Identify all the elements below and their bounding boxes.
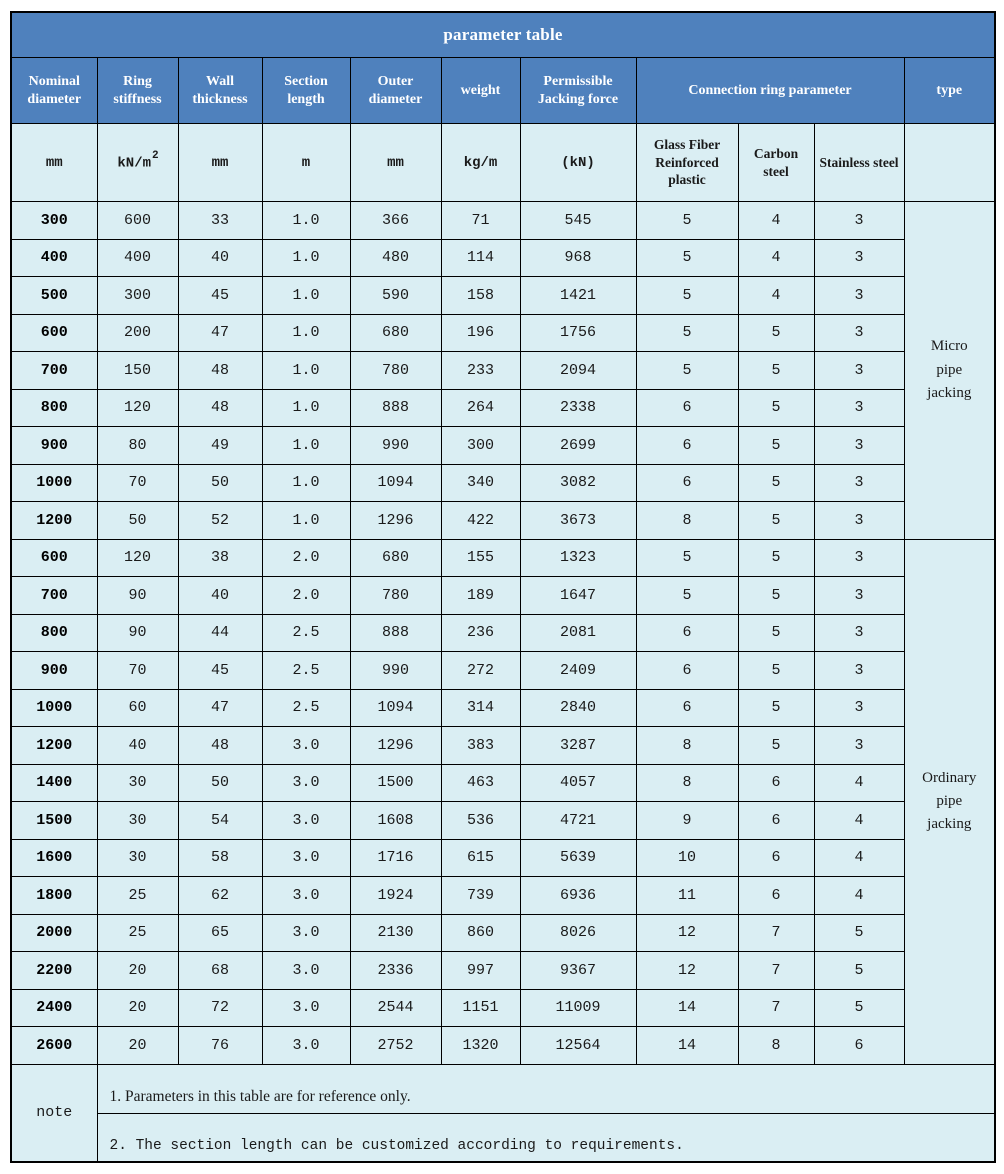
header-section-length: Section length: [262, 58, 350, 124]
cell-stainless_steel: 4: [814, 877, 904, 915]
cell-carbon_steel: 5: [738, 577, 814, 615]
cell-wall_thickness: 44: [178, 614, 262, 652]
cell-jacking_force: 1756: [520, 314, 636, 352]
cell-weight: 860: [441, 914, 520, 952]
cell-carbon_steel: 7: [738, 989, 814, 1027]
unit-ring-stiffness: $kN/m^2$: [97, 124, 178, 202]
cell-outer_diameter: 780: [350, 352, 441, 390]
cell-nominal_diameter: 1000: [11, 464, 97, 502]
header-jacking-force: Permissible Jacking force: [520, 58, 636, 124]
cell-carbon_steel: 7: [738, 952, 814, 990]
table-row: [11, 539, 995, 577]
cell-carbon_steel: 6: [738, 877, 814, 915]
cell-ring_stiffness: 20: [97, 989, 178, 1027]
cell-carbon_steel: 6: [738, 839, 814, 877]
table-row: [11, 389, 995, 427]
cell-weight: 236: [441, 614, 520, 652]
cell-outer_diameter: 780: [350, 577, 441, 615]
cell-weight: 300: [441, 427, 520, 465]
cell-stainless_steel: 4: [814, 802, 904, 840]
cell-section_length: 2.5: [262, 652, 350, 690]
cell-weight: 340: [441, 464, 520, 502]
unit-section-length: m: [262, 124, 350, 202]
unit-wall-thickness: mm: [178, 124, 262, 202]
cell-outer_diameter: 1296: [350, 502, 441, 540]
cell-gfrp: 6: [636, 389, 738, 427]
cell-section_length: 1.0: [262, 464, 350, 502]
cell-outer_diameter: 1608: [350, 802, 441, 840]
unit-nominal-diameter: mm: [11, 124, 97, 202]
table-row: [11, 652, 995, 690]
cell-gfrp: 6: [636, 464, 738, 502]
cell-jacking_force: 3673: [520, 502, 636, 540]
cell-gfrp: 5: [636, 277, 738, 315]
cell-section_length: 3.0: [262, 952, 350, 990]
cell-stainless_steel: 6: [814, 1027, 904, 1065]
cell-section_length: 1.0: [262, 427, 350, 465]
cell-gfrp: 14: [636, 989, 738, 1027]
cell-jacking_force: 968: [520, 239, 636, 277]
cell-outer_diameter: 888: [350, 389, 441, 427]
cell-nominal_diameter: 700: [11, 352, 97, 390]
cell-gfrp: 8: [636, 727, 738, 765]
cell-outer_diameter: 1296: [350, 727, 441, 765]
cell-nominal_diameter: 2200: [11, 952, 97, 990]
cell-section_length: 3.0: [262, 802, 350, 840]
cell-ring_stiffness: 200: [97, 314, 178, 352]
cell-section_length: 2.0: [262, 539, 350, 577]
cell-carbon_steel: 5: [738, 614, 814, 652]
table-row: [11, 277, 995, 315]
cell-wall_thickness: 48: [178, 389, 262, 427]
table-row: [11, 802, 995, 840]
cell-stainless_steel: 5: [814, 952, 904, 990]
cell-gfrp: 6: [636, 652, 738, 690]
cell-section_length: 1.0: [262, 502, 350, 540]
cell-weight: 997: [441, 952, 520, 990]
cell-outer_diameter: 590: [350, 277, 441, 315]
cell-nominal_diameter: 2400: [11, 989, 97, 1027]
cell-stainless_steel: 4: [814, 839, 904, 877]
note-line-2: 2. The section length can be customized according to requirements.: [97, 1113, 995, 1162]
unit-jacking-force: (kN): [520, 124, 636, 202]
cell-gfrp: 5: [636, 577, 738, 615]
cell-stainless_steel: 3: [814, 389, 904, 427]
cell-wall_thickness: 47: [178, 314, 262, 352]
cell-wall_thickness: 52: [178, 502, 262, 540]
cell-gfrp: 5: [636, 239, 738, 277]
cell-outer_diameter: 990: [350, 652, 441, 690]
units-row: [11, 124, 995, 202]
cell-carbon_steel: 4: [738, 239, 814, 277]
note-row-1: [11, 1064, 995, 1113]
cell-stainless_steel: 3: [814, 202, 904, 240]
cell-jacking_force: 1647: [520, 577, 636, 615]
cell-section_length: 1.0: [262, 277, 350, 315]
cell-ring_stiffness: 60: [97, 689, 178, 727]
cell-weight: 383: [441, 727, 520, 765]
cell-wall_thickness: 68: [178, 952, 262, 990]
cell-ring_stiffness: 30: [97, 802, 178, 840]
cell-wall_thickness: 50: [178, 464, 262, 502]
cell-jacking_force: 4721: [520, 802, 636, 840]
cell-gfrp: 5: [636, 539, 738, 577]
cell-ring_stiffness: 90: [97, 614, 178, 652]
cell-ring_stiffness: 40: [97, 727, 178, 765]
cell-gfrp: 5: [636, 314, 738, 352]
cell-section_length: 1.0: [262, 314, 350, 352]
superscript-2: 2: [152, 150, 159, 163]
table-row: [11, 577, 995, 615]
cell-ring_stiffness: 25: [97, 877, 178, 915]
cell-weight: 233: [441, 352, 520, 390]
cell-ring_stiffness: 400: [97, 239, 178, 277]
cell-wall_thickness: 72: [178, 989, 262, 1027]
cell-carbon_steel: 4: [738, 202, 814, 240]
cell-jacking_force: 2699: [520, 427, 636, 465]
cell-carbon_steel: 5: [738, 314, 814, 352]
cell-weight: 264: [441, 389, 520, 427]
cell-section_length: 3.0: [262, 914, 350, 952]
cell-outer_diameter: 888: [350, 614, 441, 652]
cell-wall_thickness: 50: [178, 764, 262, 802]
subheader-gfrp: Glass Fiber Reinforced plastic: [636, 124, 738, 202]
cell-section_length: 3.0: [262, 989, 350, 1027]
header-wall-thickness: Wall thickness: [178, 58, 262, 124]
cell-jacking_force: 6936: [520, 877, 636, 915]
cell-wall_thickness: 33: [178, 202, 262, 240]
type-group-label: Micro pipe jacking: [904, 202, 995, 540]
cell-carbon_steel: 7: [738, 914, 814, 952]
cell-stainless_steel: 3: [814, 314, 904, 352]
cell-stainless_steel: 3: [814, 277, 904, 315]
cell-nominal_diameter: 2000: [11, 914, 97, 952]
unit-outer-diameter: mm: [350, 124, 441, 202]
cell-nominal_diameter: 800: [11, 614, 97, 652]
header-nominal-diameter: Nominal diameter: [11, 58, 97, 124]
cell-carbon_steel: 5: [738, 352, 814, 390]
cell-weight: 615: [441, 839, 520, 877]
cell-gfrp: 10: [636, 839, 738, 877]
cell-jacking_force: 2840: [520, 689, 636, 727]
cell-wall_thickness: 47: [178, 689, 262, 727]
cell-ring_stiffness: 70: [97, 652, 178, 690]
cell-ring_stiffness: 25: [97, 914, 178, 952]
cell-nominal_diameter: 1000: [11, 689, 97, 727]
cell-jacking_force: 5639: [520, 839, 636, 877]
cell-stainless_steel: 5: [814, 914, 904, 952]
cell-stainless_steel: 3: [814, 689, 904, 727]
cell-stainless_steel: 4: [814, 764, 904, 802]
cell-ring_stiffness: 80: [97, 427, 178, 465]
cell-ring_stiffness: 90: [97, 577, 178, 615]
cell-nominal_diameter: 600: [11, 314, 97, 352]
cell-weight: 196: [441, 314, 520, 352]
cell-section_length: 2.5: [262, 614, 350, 652]
cell-ring_stiffness: 600: [97, 202, 178, 240]
cell-gfrp: 8: [636, 764, 738, 802]
cell-wall_thickness: 40: [178, 577, 262, 615]
cell-ring_stiffness: 120: [97, 539, 178, 577]
cell-nominal_diameter: 900: [11, 427, 97, 465]
header-type: type: [904, 58, 995, 124]
cell-gfrp: 14: [636, 1027, 738, 1065]
cell-outer_diameter: 680: [350, 539, 441, 577]
cell-gfrp: 6: [636, 689, 738, 727]
cell-nominal_diameter: 1200: [11, 502, 97, 540]
table-row: [11, 839, 995, 877]
cell-ring_stiffness: 120: [97, 389, 178, 427]
cell-weight: 155: [441, 539, 520, 577]
cell-stainless_steel: 3: [814, 539, 904, 577]
cell-nominal_diameter: 1500: [11, 802, 97, 840]
cell-carbon_steel: 5: [738, 689, 814, 727]
cell-nominal_diameter: 1200: [11, 727, 97, 765]
table-row: [11, 952, 995, 990]
cell-outer_diameter: 2336: [350, 952, 441, 990]
cell-gfrp: 8: [636, 502, 738, 540]
table-row: [11, 202, 995, 240]
table-body: [11, 202, 995, 1065]
cell-stainless_steel: 3: [814, 464, 904, 502]
cell-nominal_diameter: 400: [11, 239, 97, 277]
cell-outer_diameter: 2544: [350, 989, 441, 1027]
cell-weight: 463: [441, 764, 520, 802]
cell-ring_stiffness: 30: [97, 839, 178, 877]
cell-jacking_force: 11009: [520, 989, 636, 1027]
cell-section_length: 1.0: [262, 202, 350, 240]
cell-section_length: 1.0: [262, 239, 350, 277]
cell-nominal_diameter: 2600: [11, 1027, 97, 1065]
cell-jacking_force: 545: [520, 202, 636, 240]
cell-nominal_diameter: 1600: [11, 839, 97, 877]
table-row: [11, 427, 995, 465]
cell-jacking_force: 4057: [520, 764, 636, 802]
cell-section_length: 3.0: [262, 727, 350, 765]
type-units-empty-cell: [904, 124, 995, 202]
cell-weight: 422: [441, 502, 520, 540]
cell-nominal_diameter: 300: [11, 202, 97, 240]
table-title: parameter table: [11, 12, 995, 58]
cell-gfrp: 5: [636, 202, 738, 240]
cell-wall_thickness: 65: [178, 914, 262, 952]
cell-gfrp: 6: [636, 427, 738, 465]
cell-wall_thickness: 45: [178, 652, 262, 690]
cell-outer_diameter: 480: [350, 239, 441, 277]
cell-jacking_force: 9367: [520, 952, 636, 990]
cell-outer_diameter: 1094: [350, 464, 441, 502]
cell-section_length: 3.0: [262, 839, 350, 877]
cell-weight: 1151: [441, 989, 520, 1027]
cell-weight: 272: [441, 652, 520, 690]
cell-jacking_force: 2409: [520, 652, 636, 690]
cell-stainless_steel: 5: [814, 989, 904, 1027]
cell-nominal_diameter: 500: [11, 277, 97, 315]
cell-carbon_steel: 5: [738, 727, 814, 765]
cell-wall_thickness: 76: [178, 1027, 262, 1065]
table-row: [11, 614, 995, 652]
note-line-1: 1. Parameters in this table are for reference only.: [97, 1064, 995, 1113]
cell-ring_stiffness: 70: [97, 464, 178, 502]
cell-ring_stiffness: 20: [97, 952, 178, 990]
cell-gfrp: 12: [636, 914, 738, 952]
cell-section_length: 2.5: [262, 689, 350, 727]
cell-wall_thickness: 40: [178, 239, 262, 277]
subheader-stainless-steel: Stainless steel: [814, 124, 904, 202]
cell-outer_diameter: 990: [350, 427, 441, 465]
cell-wall_thickness: 49: [178, 427, 262, 465]
cell-stainless_steel: 3: [814, 427, 904, 465]
cell-ring_stiffness: 50: [97, 502, 178, 540]
cell-wall_thickness: 62: [178, 877, 262, 915]
cell-carbon_steel: 5: [738, 464, 814, 502]
parameter-table: [10, 11, 996, 1163]
cell-ring_stiffness: 300: [97, 277, 178, 315]
cell-gfrp: 9: [636, 802, 738, 840]
cell-jacking_force: 8026: [520, 914, 636, 952]
cell-gfrp: 6: [636, 614, 738, 652]
cell-jacking_force: 3082: [520, 464, 636, 502]
cell-carbon_steel: 5: [738, 389, 814, 427]
note-row-2: [11, 1113, 995, 1162]
cell-outer_diameter: 366: [350, 202, 441, 240]
cell-section_length: 2.0: [262, 577, 350, 615]
cell-wall_thickness: 54: [178, 802, 262, 840]
table-row: [11, 877, 995, 915]
table-row: [11, 1027, 995, 1065]
cell-nominal_diameter: 700: [11, 577, 97, 615]
cell-jacking_force: 1323: [520, 539, 636, 577]
table-row: [11, 727, 995, 765]
cell-carbon_steel: 6: [738, 802, 814, 840]
cell-stainless_steel: 3: [814, 614, 904, 652]
cell-carbon_steel: 8: [738, 1027, 814, 1065]
cell-outer_diameter: 2130: [350, 914, 441, 952]
cell-stainless_steel: 3: [814, 502, 904, 540]
cell-section_length: 3.0: [262, 1027, 350, 1065]
cell-ring_stiffness: 150: [97, 352, 178, 390]
cell-carbon_steel: 5: [738, 427, 814, 465]
cell-weight: 114: [441, 239, 520, 277]
table-row: [11, 239, 995, 277]
cell-wall_thickness: 48: [178, 727, 262, 765]
cell-nominal_diameter: 900: [11, 652, 97, 690]
table-row: [11, 464, 995, 502]
cell-weight: 536: [441, 802, 520, 840]
table-row: [11, 502, 995, 540]
cell-jacking_force: 2094: [520, 352, 636, 390]
cell-gfrp: 5: [636, 352, 738, 390]
cell-ring_stiffness: 20: [97, 1027, 178, 1065]
header-ring-stiffness: Ring stiffness: [97, 58, 178, 124]
cell-weight: 189: [441, 577, 520, 615]
table-row: [11, 914, 995, 952]
subheader-carbon-steel: Carbon steel: [738, 124, 814, 202]
header-weight: weight: [441, 58, 520, 124]
table-row: [11, 764, 995, 802]
note-label: note: [11, 1064, 97, 1162]
cell-gfrp: 12: [636, 952, 738, 990]
table-row: [11, 352, 995, 390]
table-row: [11, 989, 995, 1027]
unit-weight: kg/m: [441, 124, 520, 202]
header-row: [11, 58, 995, 124]
cell-weight: 1320: [441, 1027, 520, 1065]
cell-carbon_steel: 5: [738, 539, 814, 577]
cell-wall_thickness: 45: [178, 277, 262, 315]
cell-stainless_steel: 3: [814, 239, 904, 277]
cell-nominal_diameter: 1800: [11, 877, 97, 915]
cell-outer_diameter: 1500: [350, 764, 441, 802]
cell-stainless_steel: 3: [814, 652, 904, 690]
cell-jacking_force: 2338: [520, 389, 636, 427]
cell-nominal_diameter: 1400: [11, 764, 97, 802]
cell-nominal_diameter: 600: [11, 539, 97, 577]
cell-weight: 739: [441, 877, 520, 915]
cell-section_length: 3.0: [262, 764, 350, 802]
cell-ring_stiffness: 30: [97, 764, 178, 802]
cell-outer_diameter: 680: [350, 314, 441, 352]
header-outer-diameter: Outer diameter: [350, 58, 441, 124]
cell-section_length: 3.0: [262, 877, 350, 915]
cell-wall_thickness: 48: [178, 352, 262, 390]
cell-section_length: 1.0: [262, 389, 350, 427]
cell-wall_thickness: 38: [178, 539, 262, 577]
cell-outer_diameter: 2752: [350, 1027, 441, 1065]
cell-gfrp: 11: [636, 877, 738, 915]
cell-weight: 158: [441, 277, 520, 315]
cell-stainless_steel: 3: [814, 727, 904, 765]
cell-jacking_force: 12564: [520, 1027, 636, 1065]
header-connection-ring: Connection ring parameter: [636, 58, 904, 124]
type-group-label: Ordinary pipe jacking: [904, 539, 995, 1064]
cell-nominal_diameter: 800: [11, 389, 97, 427]
cell-carbon_steel: 6: [738, 764, 814, 802]
cell-outer_diameter: 1094: [350, 689, 441, 727]
cell-carbon_steel: 4: [738, 277, 814, 315]
cell-carbon_steel: 5: [738, 502, 814, 540]
cell-stainless_steel: 3: [814, 352, 904, 390]
cell-jacking_force: 1421: [520, 277, 636, 315]
cell-stainless_steel: 3: [814, 577, 904, 615]
cell-carbon_steel: 5: [738, 652, 814, 690]
cell-outer_diameter: 1924: [350, 877, 441, 915]
cell-section_length: 1.0: [262, 352, 350, 390]
cell-weight: 71: [441, 202, 520, 240]
cell-weight: 314: [441, 689, 520, 727]
table-row: [11, 689, 995, 727]
cell-outer_diameter: 1716: [350, 839, 441, 877]
cell-jacking_force: 3287: [520, 727, 636, 765]
cell-jacking_force: 2081: [520, 614, 636, 652]
title-row: [11, 12, 995, 58]
cell-wall_thickness: 58: [178, 839, 262, 877]
table-row: [11, 314, 995, 352]
